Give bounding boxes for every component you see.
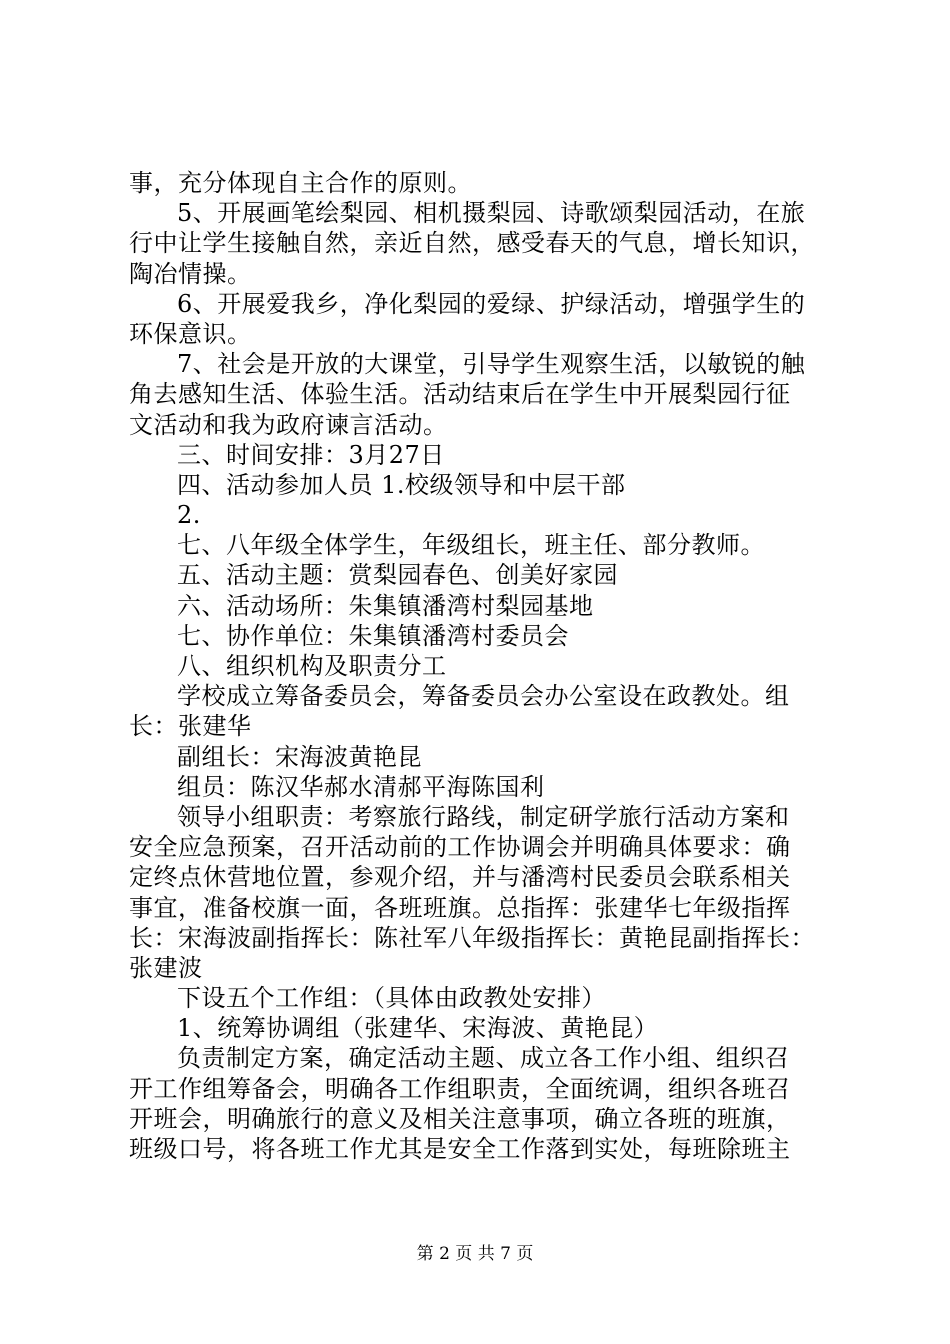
text-line: 四、活动参加人员 1.校级领导和中层干部 xyxy=(177,470,626,499)
text-line: 6、开展爱我乡，净化梨园的爱绿、护绿活动，增强学生的 xyxy=(177,289,806,318)
page-footer: 第 2 页 共 7 页 xyxy=(416,1244,534,1264)
text-line: 六、活动场所：朱集镇潘湾村梨园基地 xyxy=(177,591,594,620)
text-line: 张建波 xyxy=(129,953,203,982)
text-line: 开工作组筹备会，明确各工作组职责，全面统调，组织各班召 xyxy=(129,1074,791,1103)
text-line: 八、组织机构及职责分工 xyxy=(177,652,447,680)
text-line: 开班会，明确旅行的意义及相关注意事项，确立各班的班旗， xyxy=(129,1104,791,1133)
text-line: 定终点休营地位置，参观介绍，并与潘湾村民委员会联系相关 xyxy=(129,863,791,892)
text-line: 文活动和我为政府谏言活动。 xyxy=(129,410,448,439)
text-line: 七、协作单位：朱集镇潘湾村委员会 xyxy=(177,621,569,650)
text-line: 安全应急预案，召开活动前的工作协调会并明确具体要求：确 xyxy=(129,833,791,862)
text-line: 副组长：宋海波黄艳昆 xyxy=(177,742,422,771)
text-line: 下设五个工作组：（具体由政教处安排） xyxy=(177,984,606,1013)
text-line: 角去感知生活、体验生活。活动结束后在学生中开展梨园行征 xyxy=(129,380,791,409)
text-line: 负责制定方案，确定活动主题、成立各工作小组、组织召 xyxy=(177,1044,790,1073)
text-line: 行中让学生接触自然，亲近自然，感受春天的气息，增长知识， xyxy=(129,229,815,258)
text-line: 三、时间安排：3月27日 xyxy=(177,440,445,469)
text-line: 长：宋海波副指挥长：陈社军八年级指挥长：黄艳昆副指挥长： xyxy=(129,923,815,952)
text-line: 环保意识。 xyxy=(129,319,252,348)
document-body xyxy=(129,168,834,1164)
text-line: 5、开展画笔绘梨园、相机摄梨园、诗歌颂梨园活动，在旅 xyxy=(177,199,806,228)
text-line: 领导小组职责：考察旅行路线，制定研学旅行活动方案和 xyxy=(177,802,790,831)
text-line: 事，充分体现自主合作的原则。 xyxy=(129,169,472,197)
text-line: 七、八年级全体学生，年级组长，班主任、部分教师。 xyxy=(177,531,765,560)
text-line: 学校成立筹备委员会，筹备委员会办公室设在政教处。组 xyxy=(177,682,790,711)
text-line: 长：张建华 xyxy=(129,712,252,741)
text-line: 陶冶情操。 xyxy=(129,259,252,288)
text-line: 1、统筹协调组（张建华、宋海波、黄艳昆） xyxy=(177,1014,659,1043)
text-line: 2. xyxy=(177,501,201,530)
text-line: 班级口号，将各班工作尤其是安全工作落到实处，每班除班主 xyxy=(129,1135,791,1163)
text-line: 事宜，准备校旗一面，各班班旗。总指挥：张建华七年级指挥 xyxy=(129,893,791,922)
text-line: 组员：陈汉华郝水清郝平海陈国利 xyxy=(177,772,545,801)
text-line: 五、活动主题：赏梨园春色、创美好家园 xyxy=(177,561,618,590)
text-line: 7、社会是开放的大课堂，引导学生观察生活，以敏锐的触 xyxy=(177,350,806,379)
